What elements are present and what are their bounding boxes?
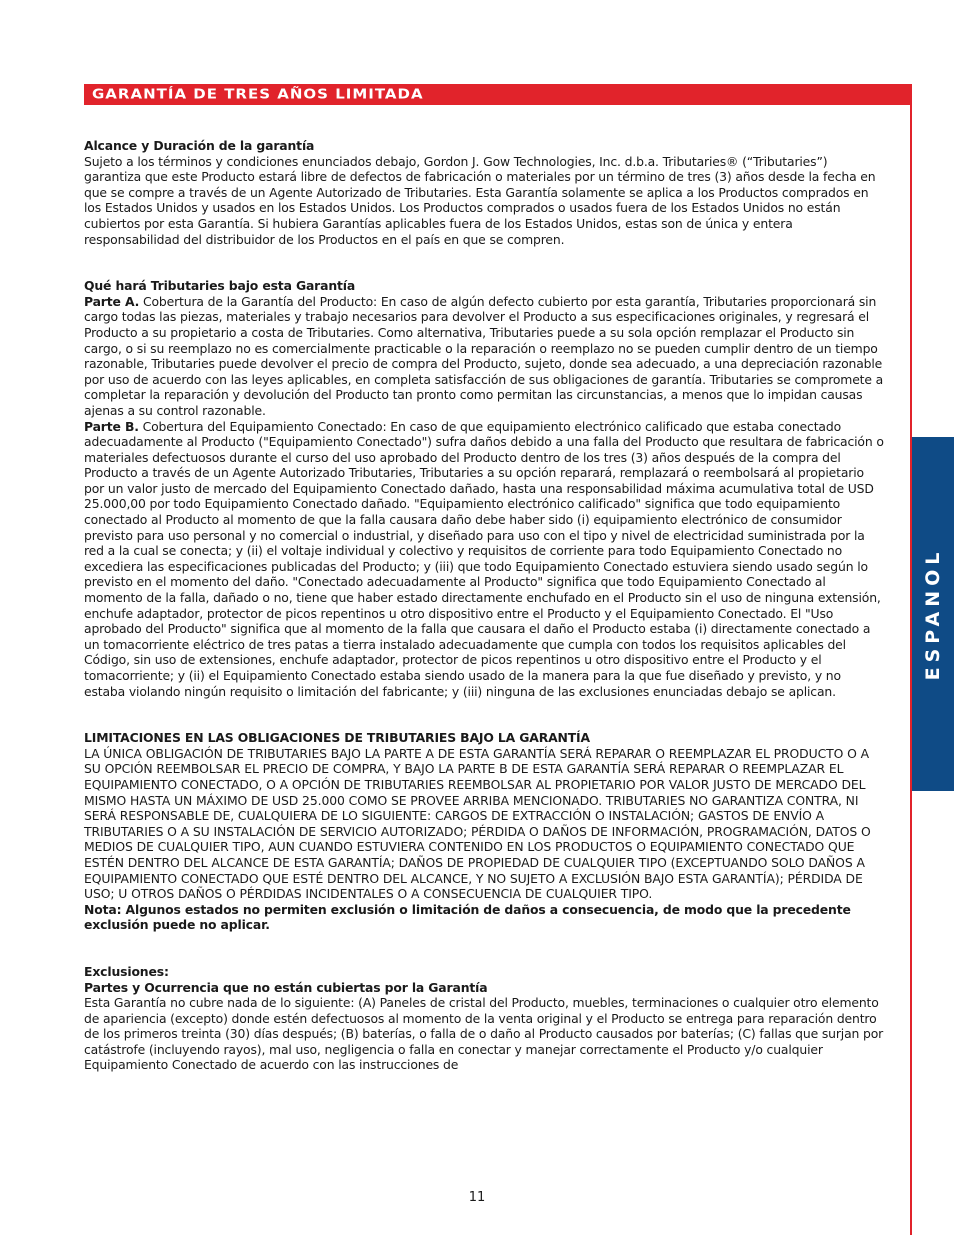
language-tab-label: ESPANOL xyxy=(922,547,944,681)
part-a-paragraph xyxy=(84,294,884,419)
part-a-label: Parte A. xyxy=(84,293,140,309)
section-heading: Alcance y Duración de la garantía xyxy=(84,138,315,153)
section-scope xyxy=(84,138,884,247)
section-heading: Qué hará Tributaries bajo esta Garantía xyxy=(84,278,356,294)
section-body: Sujeto a los términos y condiciones enunciados debajo, Gordon J. Gow Technologies, Inc. d.b.a. Tributaries® (“Tributaries”) garantiza que este Producto estará libre de defectos de fabricación o materiales por un término de tres (3) años desde la fecha en que se compre a través de un Agente Autorizado de Tributaries. Esta Garantía solamente se aplica a los Productos comprados en los Estados Unidos y usados en los Estados Unidos. Los Productos comprados o usados fuera de los Estados Unidos no están cubiertos por esta Garantía. Si hubiera Garantías aplicables fuera de los Estados Unidos, estas son de única y entera responsabilidad del distribuidor de los Productos en el país en que se compren. xyxy=(84,153,876,247)
note-paragraph: Nota: Algunos estados no permiten exclusión o limitación de daños a consecuencia, de modo que la precedente exclusión puede no aplicar. xyxy=(84,901,851,933)
section-heading: Exclusiones: xyxy=(84,963,169,979)
section-body: LA ÚNICA OBLIGACIÓN DE TRIBUTARIES BAJO LA PARTE A DE ESTA GARANTÍA SERÁ REPARAR O REEMPLAZAR EL PRODUCTO O A SU OPCIÓN REEMBOLSAR EL PRECIO DE COMPRA, Y BAJO LA PARTE B DE ESTA GARANTÍA SERÁ REPARAR O REEMPLAZAR EL EQUIPAMIENTO CONECTADO, O A OPCIÓN DE TRIBUTARIES REEMBOLSAR AL PROPIETARIO POR VALOR JUSTO DE MERCADO DEL MISMO HASTA UN MÁXIMO DE USD 25.000 COMO SE PROVEE ARRIBA MENCIONADO. TRIBUTARIES NO GARANTIZA CONTRA, NI SERÁ RESPONSABLE DE, CUALQUIERA DE LO SIGUIENTE: CARGOS DE EXTRACCIÓN O INSTALACIÓN; GASTOS DE ENVÍO A TRIBUTARIES O A SU INSTALACIÓN DE SERVICIO AUTORIZADO; PÉRDIDA O DAÑOS DE INFORMACIÓN, PROGRAMACIÓN, DATOS O MEDIOS DE CUALQUIER TIPO, AUN CUANDO ESTUVIERA CONTENIDO EN LOS PRODUCTOS O EQUIPAMIENTO CONECTADO QUE ESTÉN DENTRO DEL ALCANCE DE ESTA GARANTÍA; DAÑOS DE PROPIEDAD DE CUALQUIER TIPO (EXCEPTUANDO SOLO DAÑOS A EQUIPAMIENTO CONECTADO QUE ESTÉ DENTRO DEL ALCANCE, Y NO SUJETO A EXCLUSIÓN BAJO ESTA GARANTÍA); PÉRDIDA DE USO; U OTROS DAÑOS O PÉRDIDAS INCIDENTALES O A CONSECUENCIA DE CUALQUIER TIPO. xyxy=(84,745,871,902)
page-number: 11 xyxy=(468,1190,486,1205)
language-tab xyxy=(912,437,954,791)
section-body: Esta Garantía no cubre nada de lo siguiente: (A) Paneles de cristal del Producto, muebles, terminaciones o cualquier otro elemento de apariencia (excepto) donde estén defectuosos al momento de la venta original y el Producto se entrega para reparación dentro de los primeros treinta (30) días después; (B) baterías, o falla de o daño al Producto causados por baterías; (C) fallas que surjan por catástrofe (incluyendo rayos), mal uso, negligencia o falla en conectar y manejar correctamente el Producto y/o cualquier Equipamiento Conectado de acuerdo con las instrucciones de xyxy=(84,995,884,1073)
section-heading: LIMITACIONES EN LAS OBLIGACIONES DE TRIBUTARIES BAJO LA GARANTÍA xyxy=(84,730,590,746)
part-a-text: Cobertura de la Garantía del Producto: En caso de algún defecto cubierto por esta garantía, Tributaries proporcionará sin cargo todas las piezas, materiales y trabajo necesarios para devolver el Producto a sus especificaciones originales, y regresará el Producto a su propietario a costa de Tributaries. Como alternativa, Tributaries puede a su sola opción remplazar el Producto sin cargo, o si su reemplazo no es comercialmente practicable o la reparación o reemplazo no se pueden cumplir dentro de un tiempo razonable, Tributaries puede devolver el precio de compra del Producto, sujeto, donde sea adecuado, a una depreciación razonable por uso de acuerdo con las leyes aplicables, en completa satisfacción de sus obligaciones de garantía. Tributaries se compromete a completar la reparación y devolución del Producto tan pronto como permitan las circunstancias, a menos que lo impidan causas ajenas a su control razonable. xyxy=(84,293,884,418)
section-exclusions xyxy=(84,964,884,1073)
part-b-paragraph xyxy=(84,419,884,700)
warranty-text xyxy=(84,138,884,1073)
section-limitations xyxy=(84,730,884,933)
part-b-text: Cobertura del Equipamiento Conectado: En caso de que equipamiento electrónico calificado que estaba conectado adecuadamente al Producto ("Equipamiento Conectado") sufra daños debido a una falla del Producto que resultara de fabricación o materiales defectuosos durante el curso del uso aprobado del Producto dentro de los tres (3) años después de la compra del Producto a través de un Agente Autorizado Tributaries, Tributaries a su opción reparará, remplazará o reembolsará al propietario por un valor justo de mercado del Equipamiento Conectado dañado, hasta una responsabilidad máxima acumulativa total de USD 25.000,00 por todo Equipamiento Conectado dañado. "Equipamiento electrónico calificado" significa que todo equipamiento conectado al Producto al momento de que la falla causara daño debe haber sido (i) equipamiento electrónico de consumidor previsto para uso personal y no comercial o industrial, y diseñado para uso con el tipo y nivel de electricidad suministrada por la red a la cual se conecta; y (ii) el voltaje individual y colectivo y requisitos de corriente para todo Equipamiento Conectado no excediera las especificaciones publicadas del Producto; y (iii) que todo Equipamiento Conectado estuviera siendo usado según lo previsto en el momento del daño. "Conectado adecuadamente al Producto" significa que todo Equipamiento Conectado al momento de la falla, dañado o no, tiene que haber estado directamente enchufado en el Producto sin el uso de ninguna extensión, enchufe adaptador, protector de picos repentinos u otro dispositivo entre el Producto y el Equipamiento Conectado. El "Uso aprobado del Producto" significa que al momento de la falla que causara el daño el Producto estaba (i) directamente conectado a un tomacorriente eléctrico de tres patas a tierra instalado adecuadamente que cumpla con todos los requisitos aplicables del Código, sin uso de extensiones, enchufe adaptador, protector de picos repentinos u otro dispositivo entre el Producto y el tomacorriente; y (ii) el Equipamiento Conectado estaba siendo usado de la manera para la que fue diseñado y previsto, y no estaba violando ningún requisito o limitación del fabricante; y (iii) ninguna de las exclusiones enunciadas debajo se aplican. xyxy=(84,418,884,699)
part-b-label: Parte B. xyxy=(84,418,139,434)
section-header-bar xyxy=(84,84,912,105)
section-subheading: Partes y Ocurrencia que no están cubiertas por la Garantía xyxy=(84,979,488,995)
page-title: GARANTÍA DE TRES AÑOS LIMITADA xyxy=(92,85,424,103)
section-coverage xyxy=(84,278,884,699)
